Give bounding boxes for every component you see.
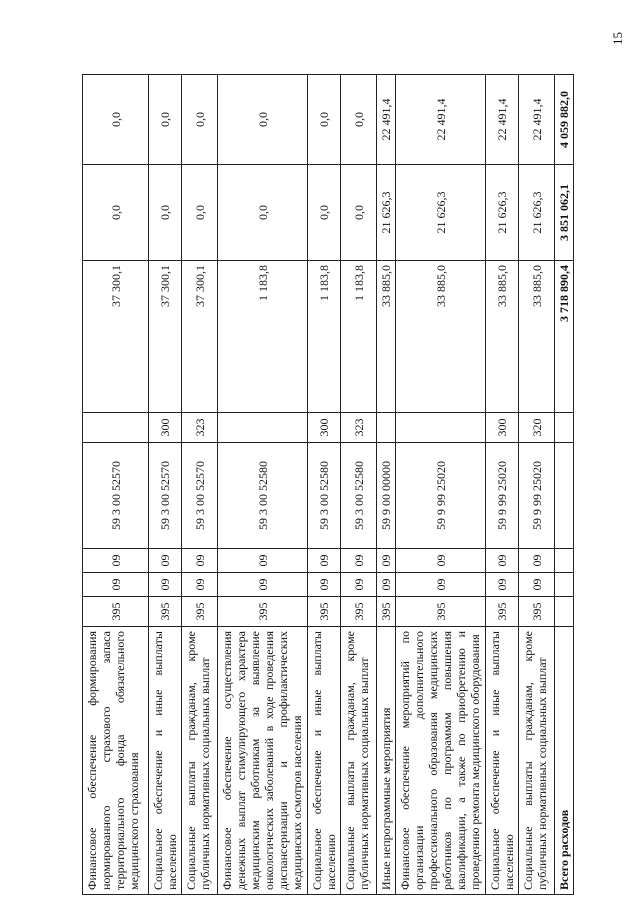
cell-year1: 37 300,1 — [182, 261, 218, 413]
table-row — [377, 75, 396, 895]
table-row — [341, 75, 377, 895]
total-year3: 4 059 882,0 — [555, 75, 574, 165]
cell-year3: 0,0 — [341, 75, 377, 165]
table-row — [83, 75, 149, 895]
cell-expense-type: 300 — [486, 413, 519, 443]
cell-section: 09 — [149, 573, 182, 597]
cell-section: 09 — [308, 573, 341, 597]
cell-subsection — [555, 549, 574, 573]
cell-year1: 33 885,0 — [486, 261, 519, 413]
cell-year2: 0,0 — [218, 165, 308, 261]
cell-year3: 0,0 — [149, 75, 182, 165]
cell-year3: 22 491,4 — [377, 75, 396, 165]
cell-name: Социальные выплаты гражданам, кроме публичных нормативных социальных выплат — [182, 627, 218, 895]
cell-section: 09 — [519, 573, 555, 597]
cell-expense-type — [555, 413, 574, 443]
cell-ministry: 395 — [396, 597, 486, 627]
cell-name: Социальное обеспечение и иные выплаты населению — [149, 627, 182, 895]
cell-name: Социальное обеспечение и иные выплаты населению — [486, 627, 519, 895]
cell-year1: 1 183,8 — [218, 261, 308, 413]
cell-name: Финансовое обеспечение осуществления денежных выплат стимулирующего характера медицинским работникам за выявление онкологических заболеваний в ходе проведения диспансеризации и профилактических медицинских осмотров населения — [218, 627, 308, 895]
cell-target-article: 59 9 99 25020 — [486, 443, 519, 549]
cell-year2: 0,0 — [149, 165, 182, 261]
cell-section: 09 — [218, 573, 308, 597]
table-row — [149, 75, 182, 895]
cell-year2: 21 626,3 — [396, 165, 486, 261]
cell-section: 09 — [377, 573, 396, 597]
cell-section: 09 — [182, 573, 218, 597]
cell-name: Финансовое обеспечение формирования нормированного страхового запаса территориального фонда обязательного медицинского страхования — [83, 627, 149, 895]
cell-subsection: 09 — [149, 549, 182, 573]
cell-name: Социальные выплаты гражданам, кроме публичных нормативных социальных выплат — [519, 627, 555, 895]
total-row — [555, 75, 574, 895]
cell-ministry: 395 — [182, 597, 218, 627]
cell-year1: 37 300,1 — [83, 261, 149, 413]
cell-ministry: 395 — [218, 597, 308, 627]
cell-year1: 33 885,0 — [377, 261, 396, 413]
cell-name: Социальные выплаты гражданам, кроме публичных нормативных социальных выплат — [341, 627, 377, 895]
cell-subsection: 09 — [182, 549, 218, 573]
cell-subsection: 09 — [519, 549, 555, 573]
cell-ministry: 395 — [486, 597, 519, 627]
cell-ministry: 395 — [341, 597, 377, 627]
cell-target-article: 59 3 00 52580 — [218, 443, 308, 549]
cell-target-article: 59 9 99 25020 — [519, 443, 555, 549]
cell-subsection: 09 — [396, 549, 486, 573]
cell-name: Социальное обеспечение и иные выплаты населению — [308, 627, 341, 895]
cell-year2: 21 626,3 — [377, 165, 396, 261]
cell-name: Иные непрограммные мероприятия — [377, 627, 396, 895]
cell-ministry: 395 — [519, 597, 555, 627]
cell-ministry: 395 — [149, 597, 182, 627]
table-row — [519, 75, 555, 895]
cell-subsection: 09 — [486, 549, 519, 573]
cell-subsection: 09 — [218, 549, 308, 573]
cell-section: 09 — [486, 573, 519, 597]
cell-section: 09 — [83, 573, 149, 597]
cell-subsection: 09 — [83, 549, 149, 573]
cell-expense-type: 300 — [149, 413, 182, 443]
budget-table — [82, 74, 574, 895]
cell-year3: 0,0 — [83, 75, 149, 165]
cell-expense-type: 300 — [308, 413, 341, 443]
cell-subsection: 09 — [377, 549, 396, 573]
cell-section — [555, 573, 574, 597]
cell-year1: 1 183,8 — [308, 261, 341, 413]
table-body — [83, 75, 574, 895]
cell-year1: 37 300,1 — [149, 261, 182, 413]
cell-year1: 33 885,0 — [396, 261, 486, 413]
cell-target-article — [555, 443, 574, 549]
cell-ministry: 395 — [377, 597, 396, 627]
total-year1: 3 718 890,4 — [555, 261, 574, 413]
cell-target-article: 59 3 00 52570 — [83, 443, 149, 549]
table-row — [486, 75, 519, 895]
cell-name: Финансовое обеспечение мероприятий по организации дополнительного профессионального образования медицинских работников по программам повышения квалификации, а также по приобретению и проведению ремонта медицинского оборудования — [396, 627, 486, 895]
cell-target-article: 59 9 99 25020 — [396, 443, 486, 549]
cell-year3: 22 491,4 — [396, 75, 486, 165]
cell-year2: 0,0 — [308, 165, 341, 261]
cell-year3: 0,0 — [182, 75, 218, 165]
cell-ministry: 395 — [83, 597, 149, 627]
cell-target-article: 59 3 00 52570 — [149, 443, 182, 549]
cell-expense-type — [377, 413, 396, 443]
cell-year3: 22 491,4 — [519, 75, 555, 165]
total-label: Всего расходов — [555, 627, 574, 895]
cell-ministry: 395 — [308, 597, 341, 627]
page-number: 15 — [610, 32, 625, 45]
cell-section: 09 — [341, 573, 377, 597]
cell-expense-type: 323 — [182, 413, 218, 443]
table-row — [218, 75, 308, 895]
table-row — [182, 75, 218, 895]
budget-table-rotated — [82, 75, 571, 895]
cell-year3: 22 491,4 — [486, 75, 519, 165]
cell-year2: 21 626,3 — [486, 165, 519, 261]
cell-year2: 0,0 — [182, 165, 218, 261]
cell-target-article: 59 3 00 52580 — [341, 443, 377, 549]
cell-section: 09 — [396, 573, 486, 597]
cell-target-article: 59 9 00 00000 — [377, 443, 396, 549]
cell-expense-type — [396, 413, 486, 443]
cell-year1: 33 885,0 — [519, 261, 555, 413]
cell-subsection: 09 — [341, 549, 377, 573]
cell-subsection: 09 — [308, 549, 341, 573]
cell-year2: 0,0 — [83, 165, 149, 261]
table-row — [308, 75, 341, 895]
cell-expense-type: 320 — [519, 413, 555, 443]
cell-expense-type — [218, 413, 308, 443]
cell-expense-type: 323 — [341, 413, 377, 443]
cell-year3: 0,0 — [308, 75, 341, 165]
cell-target-article: 59 3 00 52570 — [182, 443, 218, 549]
table-row — [396, 75, 486, 895]
cell-year2: 0,0 — [341, 165, 377, 261]
cell-year1: 1 183,8 — [341, 261, 377, 413]
cell-expense-type — [83, 413, 149, 443]
cell-year3: 0,0 — [218, 75, 308, 165]
cell-target-article: 59 3 00 52580 — [308, 443, 341, 549]
cell-year2: 21 626,3 — [519, 165, 555, 261]
total-year2: 3 851 062,1 — [555, 165, 574, 261]
cell-ministry — [555, 597, 574, 627]
